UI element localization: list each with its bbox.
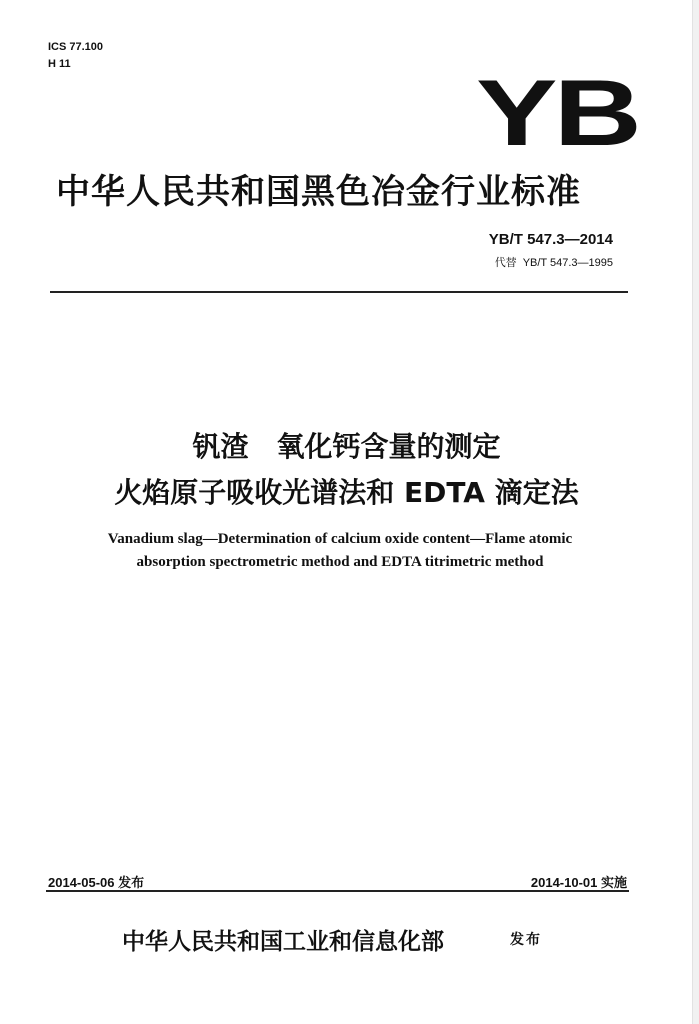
title-cn-line2: 火焰原子吸收光谱法和 EDTA 滴定法: [114, 476, 579, 509]
issuing-authority: 中华人民共和国工业和信息化部: [122, 928, 444, 955]
title-cn-line1: 钒渣 氧化钙含量的测定: [192, 430, 501, 463]
standard-number: YB/T 547.3—2014: [488, 231, 613, 248]
bottom-divider: [46, 890, 629, 892]
issuer-action: 发布: [510, 932, 542, 948]
implementation-date: 2014-10-01 实施: [530, 875, 627, 890]
issue-date: 2014-05-06 发布: [48, 875, 145, 890]
replaces-label: 代替: [494, 257, 517, 269]
replaces-line: [495, 254, 613, 270]
yb-logo: YB: [476, 60, 638, 165]
top-divider: [50, 291, 628, 293]
title-en-line1: Vanadium slag—Determination of calcium oxide content—Flame atomic: [107, 531, 573, 547]
title-en-line2: absorption spectrometric method and EDTA titrimetric method: [136, 554, 544, 570]
classification-code: H 11: [48, 58, 71, 70]
page-edge: [692, 0, 699, 1024]
ics-code: ICS 77.100: [48, 41, 104, 53]
replaces-number: YB/T 547.3—1995: [522, 257, 613, 269]
standard-organization: 中华人民共和国黑色冶金行业标准: [56, 172, 581, 212]
